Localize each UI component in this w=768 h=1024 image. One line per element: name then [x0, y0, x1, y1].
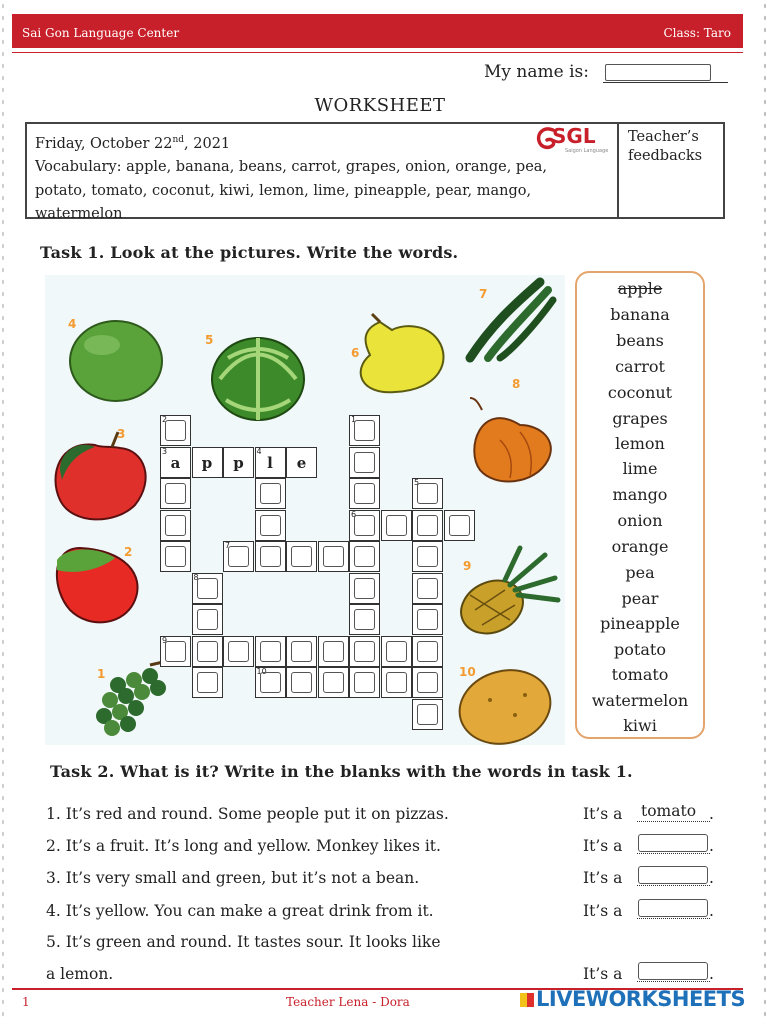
word-bank-item: apple: [617, 279, 663, 298]
crossword-letter: p: [201, 453, 213, 472]
grapes-icon: [96, 660, 172, 736]
answer-dotline-3: [637, 885, 710, 886]
vocab-line-2: potato, tomato, coconut, kiwi, lemon, lime, pineapple, pear, mango,: [35, 182, 532, 199]
crossword-input-box[interactable]: [417, 609, 438, 630]
crossword-cell[interactable]: [318, 636, 349, 667]
crossword-input-box[interactable]: [323, 546, 344, 567]
crossword-input-box[interactable]: [354, 483, 375, 504]
crossword-input-box[interactable]: [323, 672, 344, 693]
crossword-clue-number: 7: [225, 541, 231, 550]
crossword-input-box[interactable]: [165, 420, 186, 441]
date-prefix: Friday, October 22: [35, 135, 173, 152]
picture-number-1: 1: [97, 667, 106, 681]
crossword-input-box[interactable]: [197, 609, 218, 630]
crossword-input-box[interactable]: [417, 546, 438, 567]
answer-field-5[interactable]: [638, 962, 708, 980]
crossword-cell[interactable]: [286, 636, 317, 667]
crossword-cell[interactable]: [349, 478, 380, 509]
word-bank-item: watermelon: [591, 691, 689, 710]
sgl-logo-subtext: Saigon Language: [565, 148, 609, 154]
picture-number-3: 3: [117, 427, 126, 441]
crossword-input-box[interactable]: [417, 672, 438, 693]
crossword-cell[interactable]: [160, 447, 191, 478]
answer-period-4: .: [709, 902, 714, 920]
word-bank-item: pea: [625, 563, 655, 582]
word-bank-item: pineapple: [600, 614, 680, 633]
crossword-input-box[interactable]: [165, 515, 186, 536]
word-bank-item: orange: [611, 537, 669, 556]
crossword-cell[interactable]: [349, 447, 380, 478]
crossword-cell[interactable]: [255, 510, 286, 541]
crossword-cell[interactable]: [223, 541, 254, 572]
crossword-clue-number: 4: [256, 446, 262, 456]
answer-dotline-4: [637, 918, 710, 919]
answer-label-4: It’s a: [583, 902, 623, 920]
picture-number-2: 2: [124, 545, 133, 559]
crossword-cell[interactable]: [160, 478, 191, 509]
crossword-cell[interactable]: [349, 415, 380, 446]
lime-icon: [70, 321, 162, 401]
crossword-clue-number: 8: [193, 572, 199, 582]
word-bank-item: kiwi: [623, 716, 657, 735]
crossword-input-box[interactable]: [323, 641, 344, 662]
word-bank-item: mango: [612, 485, 668, 504]
question-5: 5. It’s green and round. It tastes sour. It looks like: [46, 933, 441, 951]
crossword-cell[interactable]: [412, 510, 443, 541]
crossword-input-box[interactable]: [417, 515, 438, 536]
crossword-cell[interactable]: [160, 415, 191, 446]
liveworksheets-brand: LIVEWORKSHEETS: [536, 987, 746, 1011]
crossword-cell[interactable]: [286, 447, 317, 478]
crossword-input-box[interactable]: [197, 672, 218, 693]
crossword-cell[interactable]: [160, 541, 191, 572]
word-bank-item: beans: [616, 331, 664, 350]
question-5-continued: a lemon.: [46, 965, 114, 983]
sgl-logo-text: SGL: [552, 124, 596, 148]
teacher-name: Teacher Lena - Dora: [286, 995, 410, 1009]
crossword-input-box[interactable]: [354, 515, 375, 536]
crossword-cell[interactable]: [349, 573, 380, 604]
crossword-input-box[interactable]: [354, 641, 375, 662]
crossword-cell[interactable]: [255, 447, 286, 478]
picture-number-7: 7: [479, 287, 488, 301]
picture-number-6: 6: [351, 346, 360, 360]
crossword-input-box[interactable]: [417, 641, 438, 662]
school-name: Sai Gon Language Center: [22, 26, 180, 40]
word-bank-item: banana: [610, 305, 670, 324]
crossword-cell[interactable]: [286, 541, 317, 572]
example-answer: tomato: [641, 802, 697, 820]
crossword-input-box[interactable]: [260, 546, 281, 567]
crossword-cell[interactable]: [349, 541, 380, 572]
crossword-cell[interactable]: [192, 447, 223, 478]
crossword-clue-number: 6: [351, 509, 357, 519]
liveworksheets-logo-icon: [520, 993, 534, 1007]
crossword-clue-number: 9: [162, 635, 168, 645]
crossword-input-box[interactable]: [354, 609, 375, 630]
crossword-cell[interactable]: [444, 510, 475, 541]
answer-period-1: .: [709, 805, 714, 823]
crossword-input-box[interactable]: [197, 578, 218, 599]
answer-field-2[interactable]: [638, 834, 708, 852]
vocab-line-3: watermelon: [35, 206, 123, 223]
picture-number-9: 9: [463, 559, 472, 573]
onion-icon: [470, 398, 551, 481]
crossword-cell[interactable]: [255, 667, 286, 698]
crossword-clue-number: 10: [256, 667, 267, 676]
crossword-cell[interactable]: [412, 667, 443, 698]
word-bank-item: potato: [614, 640, 666, 659]
crossword-cell[interactable]: [381, 510, 412, 541]
question-4: 4. It’s yellow. You can make a great drink from it.: [46, 902, 434, 920]
class-label: Class: Taro: [663, 26, 731, 40]
crossword-input-box[interactable]: [354, 546, 375, 567]
crossword-input-box[interactable]: [417, 483, 438, 504]
pear-icon: [361, 314, 444, 392]
crossword-input-box[interactable]: [260, 641, 281, 662]
mango-icon: [57, 548, 138, 622]
crossword-input-box[interactable]: [260, 515, 281, 536]
word-bank-item: lime: [622, 459, 658, 478]
answer-dotline-1: [637, 821, 710, 822]
crossword-input-box[interactable]: [417, 704, 438, 725]
crossword-cell[interactable]: [192, 604, 223, 635]
word-bank-item: coconut: [607, 383, 673, 402]
word-bank-item: tomato: [611, 665, 669, 684]
crossword-cell[interactable]: [192, 667, 223, 698]
apple-icon: [55, 432, 145, 519]
crossword-cell[interactable]: [160, 636, 191, 667]
answer-field-3[interactable]: [638, 866, 708, 884]
feedback-line-2: feedbacks: [628, 148, 703, 164]
crossword-letter: a: [170, 453, 181, 472]
task1-title: Task 1. Look at the pictures. Write the words.: [40, 243, 459, 262]
answer-period-2: .: [709, 837, 714, 855]
answer-label-5: It’s a: [583, 965, 623, 983]
feedback-line-1: Teacher’s: [628, 129, 699, 145]
crossword-input-box[interactable]: [165, 546, 186, 567]
date-sup: nd: [172, 135, 185, 145]
crossword-cell[interactable]: [349, 604, 380, 635]
liveworksheets-logo: [520, 987, 745, 1011]
crossword-cell[interactable]: [349, 636, 380, 667]
date-suffix: , 2021: [184, 135, 231, 152]
crossword-clue-number: 2: [162, 415, 168, 424]
task2-title: Task 2. What is it? Write in the blanks with the words in task 1.: [50, 762, 633, 781]
crossword-input-box[interactable]: [354, 420, 375, 441]
crossword-input-box[interactable]: [417, 578, 438, 599]
answer-dotline-5: [637, 981, 710, 982]
question-3: 3. It’s very small and green, but it’s not a bean.: [46, 869, 420, 887]
question-2: 2. It’s a fruit. It’s long and yellow. Monkey likes it.: [46, 837, 441, 855]
crossword-input-box[interactable]: [291, 546, 312, 567]
crossword-cell[interactable]: [349, 510, 380, 541]
crossword-cell[interactable]: [192, 636, 223, 667]
crossword-cell[interactable]: [349, 667, 380, 698]
crossword-letter: p: [233, 453, 244, 472]
crossword-cell[interactable]: [381, 636, 412, 667]
vocab-line-1: Vocabulary: apple, banana, beans, carrot, grapes, onion, orange, pea,: [35, 159, 548, 176]
crossword-input-box[interactable]: [386, 641, 407, 662]
word-bank-item: grapes: [612, 409, 668, 428]
crossword-cell[interactable]: [412, 699, 443, 730]
crossword-input-box[interactable]: [386, 515, 407, 536]
name-label: My name is:: [484, 62, 589, 82]
crossword-cell[interactable]: [412, 604, 443, 635]
word-bank-item: carrot: [615, 357, 665, 376]
crossword-input-box[interactable]: [354, 672, 375, 693]
picture-number-5: 5: [205, 333, 214, 347]
watermelon-icon: [212, 338, 304, 420]
crossword-cell[interactable]: [192, 573, 223, 604]
crossword-cell[interactable]: [223, 636, 254, 667]
crossword-cell[interactable]: [255, 636, 286, 667]
crossword-cell[interactable]: [381, 667, 412, 698]
crossword-input-box[interactable]: [291, 672, 312, 693]
picture-number-8: 8: [512, 377, 521, 391]
picture-number-4: 4: [68, 317, 77, 331]
crossword-cell[interactable]: [412, 478, 443, 509]
worksheet-title: WORKSHEET: [314, 95, 446, 116]
answer-dotline-2: [637, 853, 710, 854]
crossword-input-box[interactable]: [260, 672, 281, 693]
crossword-input-box[interactable]: [291, 641, 312, 662]
crossword-clue-number: 5: [414, 478, 420, 487]
crossword-cell[interactable]: [318, 667, 349, 698]
answer-label-1: It’s a: [583, 805, 623, 823]
question-1: 1. It’s red and round. Some people put it on pizzas.: [46, 805, 449, 823]
crossword-cell[interactable]: [255, 478, 286, 509]
answer-label-2: It’s a: [583, 837, 623, 855]
crossword-input-box[interactable]: [165, 641, 186, 662]
crossword-cell[interactable]: [318, 541, 349, 572]
crossword-cell[interactable]: [255, 541, 286, 572]
crossword-input-box[interactable]: [386, 672, 407, 693]
page-number: 1: [22, 995, 30, 1009]
answer-field-4[interactable]: [638, 899, 708, 917]
crossword-cell[interactable]: [412, 541, 443, 572]
crossword-letter: l: [267, 453, 273, 472]
word-bank-item: onion: [617, 511, 663, 530]
crossword-input-box[interactable]: [449, 515, 470, 536]
crossword-input-box[interactable]: [165, 483, 186, 504]
crossword-letter: e: [296, 453, 307, 472]
word-bank-item: pear: [621, 589, 659, 608]
answer-period-3: .: [709, 869, 714, 887]
crossword-cell[interactable]: [160, 510, 191, 541]
crossword-input-box[interactable]: [228, 641, 249, 662]
crossword-input-box[interactable]: [354, 578, 375, 599]
word-bank-item: lemon: [615, 434, 665, 453]
picture-number-10: 10: [459, 665, 476, 679]
crossword-cell[interactable]: [223, 447, 254, 478]
crossword-clue-number: 3: [162, 446, 168, 456]
crossword-cell[interactable]: [412, 573, 443, 604]
crossword-clue-number: 1: [351, 415, 357, 424]
answer-period-5: .: [709, 965, 714, 983]
answer-label-3: It’s a: [583, 869, 623, 887]
crossword-cell[interactable]: [412, 636, 443, 667]
crossword-input-box[interactable]: [354, 452, 375, 473]
crossword-cell[interactable]: [286, 667, 317, 698]
crossword-input-box[interactable]: [197, 641, 218, 662]
crossword-input-box[interactable]: [260, 483, 281, 504]
crossword-input-box[interactable]: [228, 546, 249, 567]
